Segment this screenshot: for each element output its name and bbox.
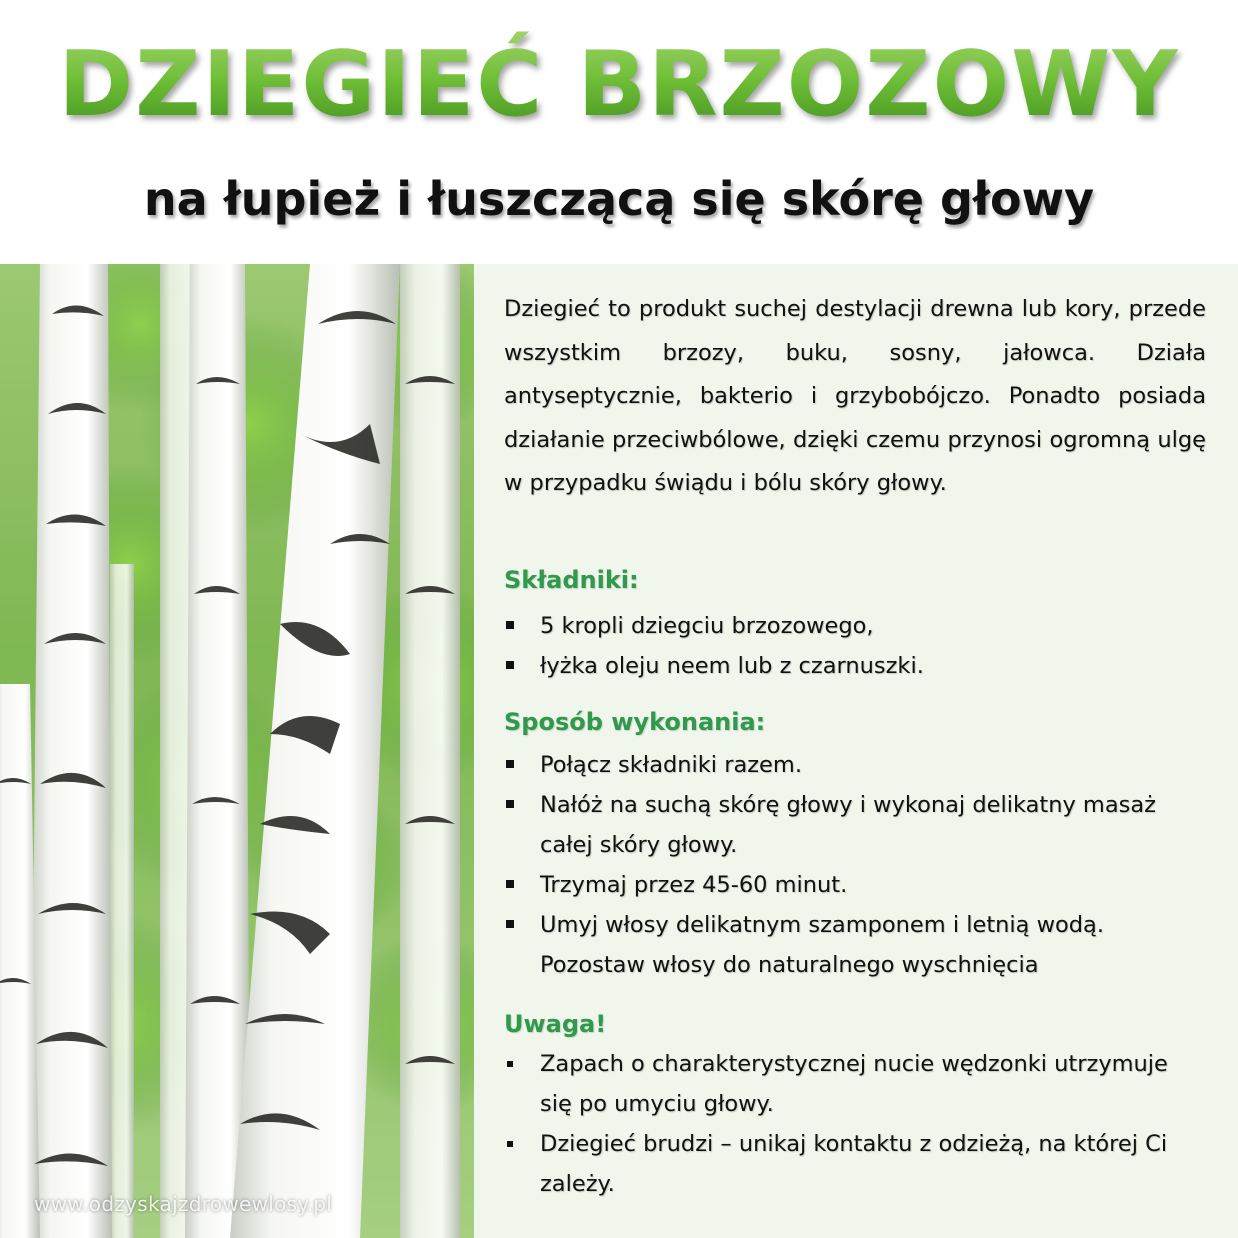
bullet-icon	[507, 1141, 513, 1147]
list-item: Trzymaj przez 45-60 minut.	[504, 865, 1204, 905]
bullet-icon	[506, 880, 514, 888]
warning-title: Uwaga!	[504, 1010, 607, 1038]
subtitle: na łupież i łuszczącą się skórę głowy	[143, 172, 1095, 226]
method-list	[504, 745, 1204, 985]
ingredients-list	[504, 606, 1204, 686]
bullet-icon	[507, 1061, 513, 1067]
list-item: Połącz składniki razem.	[504, 745, 1204, 785]
text-panel	[474, 264, 1238, 1238]
list-item: Dziegieć brudzi – unikaj kontaktu z odzieżą, na której Ci zależy.	[504, 1124, 1204, 1204]
ingredients-title: Składniki:	[504, 566, 639, 594]
bullet-icon	[506, 621, 514, 629]
bullet-icon	[506, 661, 514, 669]
bullet-icon	[506, 920, 514, 928]
method-title: Sposób wykonania:	[504, 708, 766, 736]
list-item: łyżka oleju neem lub z czarnuszki.	[504, 646, 1204, 686]
bullet-icon	[506, 800, 514, 808]
list-item: 5 kropli dziegciu brzozowego,	[504, 606, 1204, 646]
intro-paragraph: Dziegieć to produkt suchej destylacji drewna lub kory, przede wszystkim brzozy, buku, sosny, jałowca. Działa antyseptycznie, bakterio i grzybobójczo. Ponadto posiada działanie przeciwbólowe, dzięki czemu przynosi ogromną ulgę w przypadku świądu i bólu skóry głowy.	[504, 296, 1206, 496]
warning-list	[504, 1044, 1204, 1204]
list-item: Umyj włosy delikatnym szamponem i letnią wodą. Pozostaw włosy do naturalnego wyschnięcia	[504, 905, 1204, 985]
birch-trees-illustration	[0, 264, 474, 1238]
website-watermark: www.odzyskajzdrowewlosy.pl	[34, 1192, 333, 1216]
list-item: Zapach o charakterystycznej nucie wędzonki utrzymuje się po umyciu głowy.	[504, 1044, 1204, 1124]
main-title: DZIEGIEĆ BRZOZOWY	[0, 30, 1238, 140]
birch-forest-image	[0, 264, 474, 1238]
bullet-icon	[506, 760, 514, 768]
list-item: Nałóż na suchą skórę głowy i wykonaj delikatny masaż całej skóry głowy.	[504, 785, 1204, 865]
